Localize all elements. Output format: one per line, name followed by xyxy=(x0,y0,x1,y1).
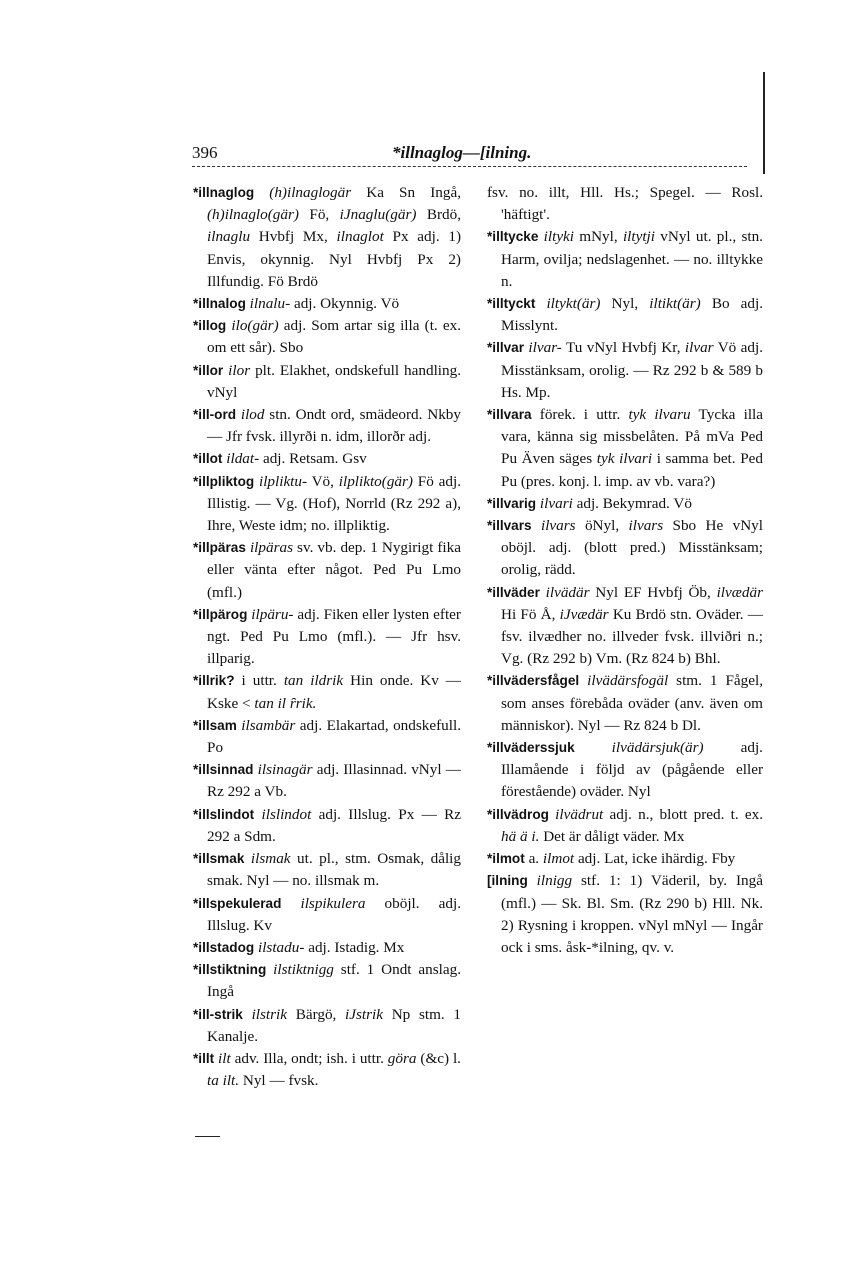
definition-text: Fö, xyxy=(298,206,340,224)
definition-text: stn. Ondt ord, smädeord. Nkby — Jfr fvsk. illyrði n. idm, illorðr adj. xyxy=(207,406,461,446)
headword: [ilning xyxy=(487,873,528,889)
headword: *illslindot xyxy=(193,806,255,822)
definition-text: ut. pl., stm. Osmak, dålig smak. Nyl — no. illsmak m. xyxy=(207,850,461,890)
dialect-form: ilor xyxy=(223,361,251,379)
definition-text: mNyl, xyxy=(574,228,623,246)
headword: *ill-strik xyxy=(193,1006,243,1022)
headword: *illvars xyxy=(487,518,532,534)
dialect-form: ilnalu- xyxy=(245,295,291,313)
headword: *illnalog xyxy=(193,296,246,312)
dialect-form: ilo(gär) xyxy=(226,317,279,335)
definition-text: Ka Sn Ingå, xyxy=(351,184,461,201)
headword: *illog xyxy=(193,318,227,334)
dialect-form: iJstrik xyxy=(345,1005,384,1023)
definition-text: adj. Illslug. Px — Rz 292 a Sdm. xyxy=(207,805,461,845)
dialect-form: ta ilt. xyxy=(207,1072,240,1090)
definition-text: Bo adj. Misslynt. xyxy=(501,295,764,335)
headword: *illspekulerad xyxy=(193,895,282,911)
headword: *illvara xyxy=(487,407,532,423)
dictionary-entry xyxy=(193,182,461,293)
definition-text: adj. Istadig. Mx xyxy=(304,938,405,956)
dialect-form: göra xyxy=(387,1049,417,1067)
dialect-form: ilvædär xyxy=(716,583,763,601)
dialect-form: ilpäru- xyxy=(247,605,294,623)
dictionary-entry xyxy=(487,804,763,848)
definition-text: a. xyxy=(524,850,543,868)
dialect-form: ilnaglot xyxy=(336,228,384,246)
dictionary-entry xyxy=(193,404,461,448)
dialect-form: ilvädärsjuk(är) xyxy=(574,739,704,757)
header-rule xyxy=(192,166,747,167)
headword: *ill-ord xyxy=(193,407,237,423)
definition-text: adj. Illamående i följd av (pågående eller förestående) oväder. Nyl xyxy=(501,739,763,801)
definition-text: Det är dåligt väder. Mx xyxy=(539,827,685,845)
headword: *illvar xyxy=(487,340,525,356)
headword: *illväder xyxy=(487,584,540,600)
headword: *illot xyxy=(193,451,223,467)
definition-text: Ku Brdö stn. Oväder. — fsv. ilvædher no. illveder fvsk. illviðri n.; Vg. (Rz 292 b) Vm. (Rz 824 b) Bhl. xyxy=(501,605,763,668)
definition-text: (&c) l. xyxy=(416,1049,461,1067)
dialect-form: ildat- xyxy=(222,450,260,468)
dictionary-entry xyxy=(193,959,461,1003)
headword: *illt xyxy=(193,1050,215,1066)
definition-text: adj. Som artar sig illa (t. ex. om ett sår). Sbo xyxy=(207,317,461,357)
dictionary-entry xyxy=(193,804,461,848)
definition-text: Hvbfj Mx, xyxy=(250,228,337,246)
dialect-form: iltykt(är) xyxy=(535,295,601,313)
definition-text: sv. vb. dep. 1 Nygirigt fika eller vänta efter något. Ped Pu Lmo (mfl.) xyxy=(207,539,461,601)
definition-text: adj. Retsam. Gsv xyxy=(259,450,367,468)
dictionary-entry xyxy=(193,604,461,671)
dialect-form: ilstiktnigg xyxy=(266,961,334,979)
dialect-form: ilsinagär xyxy=(253,761,313,779)
headword: *illvädersfågel xyxy=(487,673,580,689)
dictionary-entry xyxy=(487,226,763,293)
definition-text: adj. Illasinnad. vNyl — Rz 292 a Vb. xyxy=(207,761,461,801)
definition-text: Bärgö, xyxy=(287,1005,346,1023)
definition-text: Tycka illa vara, känna sig missbelåten. På mVa Ped Pu Även säges xyxy=(501,406,764,468)
dictionary-entry xyxy=(193,360,461,404)
dialect-form: iltikt(är) xyxy=(649,295,701,313)
dialect-form: iltyki xyxy=(538,228,575,246)
headword: *illnaglog xyxy=(193,185,255,200)
footer-rule xyxy=(195,1136,220,1137)
headword: *illväderssjuk xyxy=(487,740,575,756)
dialect-form: tan ildrik xyxy=(283,672,344,690)
definition-text: adj. Fiken eller lysten efter ngt. Ped Pu Lmo (mfl.). — Jfr hsv. illparig. xyxy=(207,605,461,668)
headword: *ilmot xyxy=(487,851,525,867)
definition-text: Nyl — fvsk. xyxy=(239,1072,319,1090)
headword: *illvädrog xyxy=(487,806,549,822)
dialect-form: tyk ilvari xyxy=(596,450,653,468)
dialect-form: ilvädrut xyxy=(548,805,604,823)
definition-text: Nyl EF Hvbfj Öb, xyxy=(589,583,717,601)
definition-text: Sbo He vNyl oböjl. adj. (blott pred.) Misstänksam; orolig, rädd. xyxy=(501,517,763,579)
definition-text: adj. Bekymrad. Vö xyxy=(572,494,692,512)
dictionary-entry xyxy=(193,448,461,470)
dictionary-entry xyxy=(193,715,461,759)
dialect-form: ilmot xyxy=(542,850,575,868)
dialect-form: ilspikulera xyxy=(281,894,366,912)
headword: *illpliktog xyxy=(193,473,255,489)
definition-text: förek. i uttr. xyxy=(531,406,629,424)
definition-text: Tu vNyl Hvbfj Kr, xyxy=(561,339,685,357)
definition-text: oböjl. adj. Illslug. Kv xyxy=(207,894,461,934)
definition-text: adv. Illa, ondt; ish. i uttr. xyxy=(230,1049,388,1067)
dialect-form: iJnaglu(gär) xyxy=(339,206,417,224)
dictionary-entry xyxy=(487,582,763,671)
left-column xyxy=(193,182,461,1092)
definition-text: fsv. no. illt, Hll. Hs.; Spegel. — Rosl. 'häftigt'. xyxy=(487,184,763,224)
dialect-form: (h)ilnaglo(gär) xyxy=(207,206,299,224)
definition-text: adj. Lat, icke ihärdig. Fby xyxy=(574,850,736,868)
definition-text: vNyl ut. pl., stn. Harm, ovilja; nedslagenhet. — no. illtykke n. xyxy=(501,228,763,290)
dictionary-entry xyxy=(193,759,461,803)
definition-text: Hin onde. Kv — Kske < xyxy=(207,672,461,712)
dictionary-entry xyxy=(193,893,461,937)
dictionary-entry xyxy=(193,293,461,315)
dialect-form: iltytji xyxy=(622,228,655,246)
headword: *illstiktning xyxy=(193,962,267,978)
definition-text: adj. Okynnig. Vö xyxy=(290,295,400,313)
definition-text: plt. Elakhet, ondskefull handling. vNyl xyxy=(207,361,461,401)
dialect-form: ilsambär xyxy=(236,716,296,734)
definition-text: adj. Elakartad, ondskefull. Po xyxy=(207,716,462,757)
definition-text: öNyl, xyxy=(575,517,629,535)
dictionary-entry xyxy=(193,670,461,714)
dictionary-entry xyxy=(193,937,461,959)
dictionary-entry xyxy=(487,404,763,493)
definition-text: i samma bet. Ped Pu (pres. konj. l. imp. av vb. vara?) xyxy=(501,450,764,490)
dialect-form: ilnigg xyxy=(527,872,573,890)
headword: *illtyckt xyxy=(487,296,536,312)
dialect-form: ilvädär xyxy=(539,583,590,601)
dialect-form: ilvars xyxy=(531,517,576,535)
definition-text: Np stm. 1 Kanalje. xyxy=(207,1005,461,1045)
dialect-form: ilvar- xyxy=(524,339,562,357)
dictionary-entry xyxy=(193,1048,461,1092)
dialect-form: ilod xyxy=(236,406,265,424)
dialect-form: iJvædär xyxy=(559,605,609,623)
dictionary-entry xyxy=(487,293,763,337)
dictionary-entry xyxy=(487,670,763,737)
dialect-form: ilvar xyxy=(684,339,714,357)
dictionary-entry xyxy=(487,848,763,870)
headword: *illvarig xyxy=(487,495,537,511)
definition-text: stf. 1: 1) Väderil, by. Ingå (mfl.) — Sk. Bl. Sm. (Rz 290 b) Hll. Nk. 2) Rysning i kroppen. vNyl mNyl — Ingår ock i sms. åsk-*ilning, qv. v. xyxy=(501,872,763,956)
definition-text: adj. n., blott pred. t. ex. xyxy=(603,805,763,823)
dialect-form: ilvädärsfogäl xyxy=(579,672,669,690)
headword: *illtycke xyxy=(487,229,539,245)
dialect-form: ilvari xyxy=(536,494,573,512)
headword: *illstadog xyxy=(193,939,255,955)
dictionary-entry xyxy=(193,537,461,604)
dialect-form: tan il ȓrik. xyxy=(254,694,317,712)
dialect-form: ilstadu- xyxy=(254,938,305,956)
definition-text: Hi Fö Å, xyxy=(501,605,560,623)
headword: *illsmak xyxy=(193,851,245,867)
headword: *illor xyxy=(193,362,224,378)
dialect-form: hä ä i. xyxy=(501,827,540,845)
dialect-form: (h)ilnaglogär xyxy=(254,184,352,201)
dictionary-entry xyxy=(193,1004,461,1048)
dialect-form: tyk ilvaru xyxy=(628,406,691,424)
definition-text: i uttr. xyxy=(234,672,284,690)
headword: *illsam xyxy=(193,717,237,733)
dialect-form: ilvars xyxy=(628,517,664,535)
definition-text: Px adj. 1) Envis, okynnig. Nyl Hvbfj Px 2) Illfundig. Fö Brdö xyxy=(207,228,461,290)
headword: *illpäras xyxy=(193,540,246,556)
dialect-form: ilpäras xyxy=(245,539,293,557)
definition-text: Nyl, xyxy=(600,295,650,313)
dictionary-entry xyxy=(193,471,461,538)
dictionary-entry xyxy=(193,848,461,892)
dialect-form: ilplikto(gär) xyxy=(338,472,413,490)
dialect-form: ilnaglu xyxy=(207,228,251,246)
page-number: 396 xyxy=(192,143,218,162)
dictionary-entry xyxy=(193,315,461,359)
definition-text: Brdö, xyxy=(416,206,462,224)
definition-text: Vö, xyxy=(307,472,339,490)
headword: *illpärog xyxy=(193,606,248,622)
definition-text: Vö adj. Misstänksam, orolig. — Rz 292 b & 589 b Hs. Mp. xyxy=(501,339,763,401)
dictionary-entry xyxy=(487,493,763,515)
definition-text: stm. 1 Fågel, som anses förebåda oväder (anv. även om människor). Nyl — Rz 824 b Dl. xyxy=(501,672,763,734)
dialect-form: ilt xyxy=(214,1049,231,1067)
right-column xyxy=(487,182,763,959)
dictionary-entry xyxy=(487,515,763,582)
dialect-form: ilstrik xyxy=(242,1005,288,1023)
headword: *illsinnad xyxy=(193,762,254,778)
page-edge-line xyxy=(763,72,765,174)
dictionary-entry xyxy=(487,870,763,959)
dialect-form: ilpliktu- xyxy=(254,472,308,490)
dictionary-entry xyxy=(487,337,763,404)
headword: *illrik? xyxy=(193,673,235,689)
running-head: *illnaglog—[ilning. xyxy=(392,143,532,162)
definition-text: Fö adj. Illistig. — Vg. (Hof), Norrld (Rz 292 a), Ihre, Weste idm; no. illpliktig. xyxy=(207,472,461,535)
dialect-form: ilslindot xyxy=(254,805,312,823)
definition-text: stf. 1 Ondt anslag. Ingå xyxy=(207,961,461,1001)
dictionary-entry xyxy=(487,737,763,804)
dialect-form: ilsmak xyxy=(244,850,291,868)
dictionary-entry xyxy=(487,182,763,226)
